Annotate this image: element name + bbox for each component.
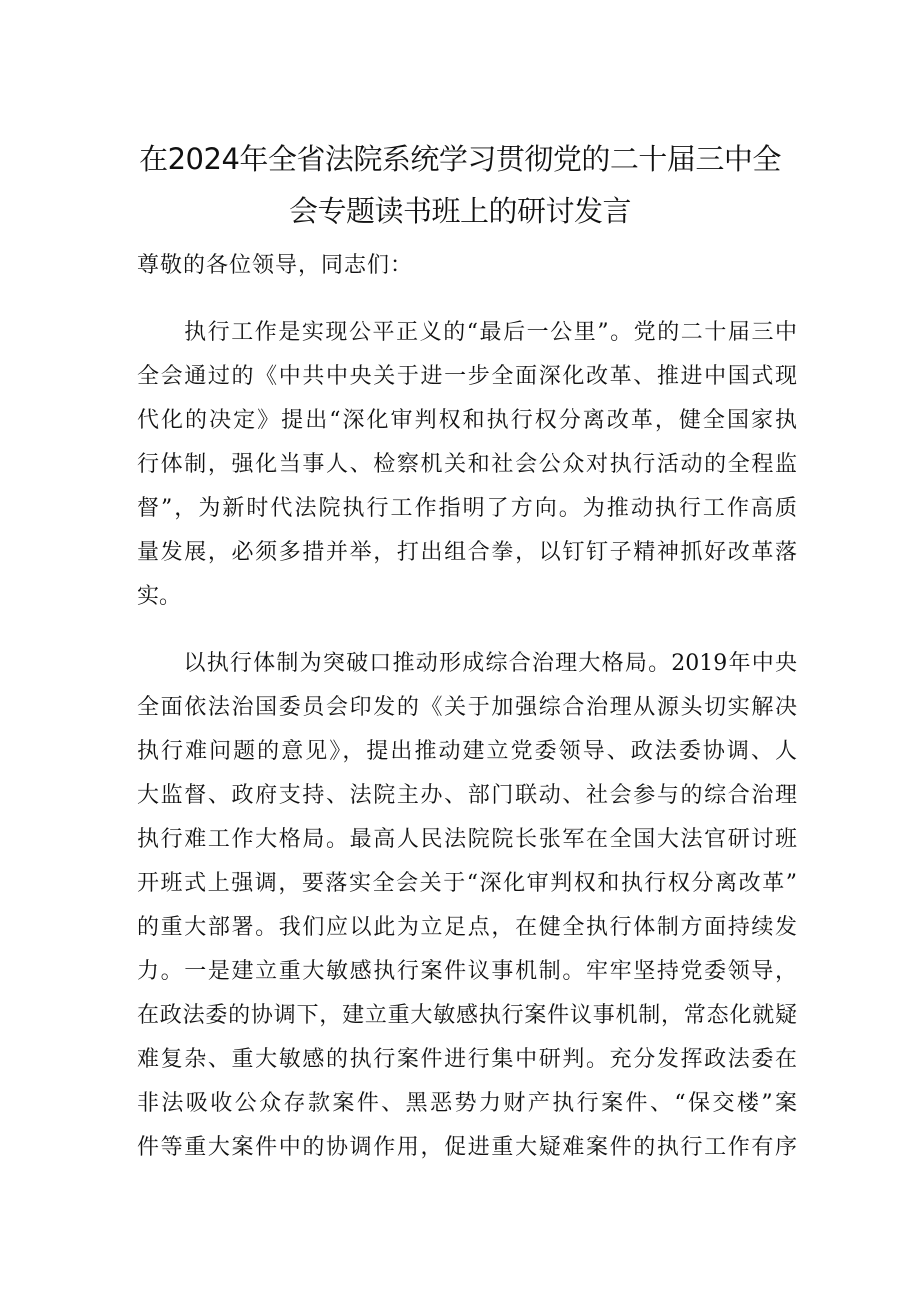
paragraph-line: 行体制，强化当事人、检察机关和社会公众对执行活动的全程监: [137, 452, 797, 477]
paragraph-line: 执行工作是实现公平正义的“最后一公里”。党的二十届三中: [137, 320, 797, 345]
document-body: [137, 244, 797, 1193]
paragraph-line: 量发展，必须多措并举，打出组合拳，以钉钉子精神抓好改革落: [137, 540, 797, 565]
paragraph-execution-work: [137, 311, 797, 619]
paragraph-line: 执行难问题的意见》，提出推动建立党委领导、政法委协调、人: [137, 739, 797, 764]
paragraph-line: 全会通过的《中共中央关于进一步全面深化改革、推进中国式现: [137, 364, 797, 389]
paragraph-line: 以执行体制为突破口推动形成综合治理大格局。2019年中央: [137, 651, 797, 676]
salutation: 尊敬的各位领导，同志们：: [137, 253, 414, 278]
title-line: 在2024年全省法院系统学习贯彻党的二十届三中全: [139, 142, 781, 176]
paragraph-line: 非法吸收公众存款案件、黑恶势力财产执行案件、“保交楼”案: [137, 1091, 797, 1116]
paragraph-comprehensive-governance: [137, 642, 797, 1170]
paragraph-line: 件等重大案件中的协调作用，促进重大疑难案件的执行工作有序: [137, 1135, 797, 1160]
paragraph-line: 大监督、政府支持、法院主办、部门联动、社会参与的综合治理: [137, 783, 797, 808]
paragraph-line: 开班式上强调，要落实全会关于“深化审判权和执行权分离改革”: [137, 871, 797, 896]
paragraph-line: 难复杂、重大敏感的执行案件进行集中研判。充分发挥政法委在: [137, 1047, 797, 1072]
paragraph-line: 实。: [137, 584, 182, 609]
paragraph-line: 执行难工作大格局。最高人民法院院长张军在全国大法官研讨班: [137, 827, 797, 852]
paragraph-line: 代化的决定》提出“深化审判权和执行权分离改革，健全国家执: [137, 408, 797, 433]
paragraph-line: 全面依法治国委员会印发的《关于加强综合治理从源头切实解决: [137, 695, 797, 720]
document-title: [130, 133, 790, 237]
paragraph-line: 的重大部署。我们应以此为立足点，在健全执行体制方面持续发: [137, 915, 797, 940]
paragraph-line: 督”，为新时代法院执行工作指明了方向。为推动执行工作高质: [137, 496, 797, 521]
title-line: 会专题读书班上的研讨发言: [288, 194, 631, 228]
paragraph-line: 力。一是建立重大敏感执行案件议事机制。牢牢坚持党委领导，: [137, 959, 797, 984]
paragraph-line: 在政法委的协调下，建立重大敏感执行案件议事机制，常态化就疑: [137, 1003, 797, 1028]
